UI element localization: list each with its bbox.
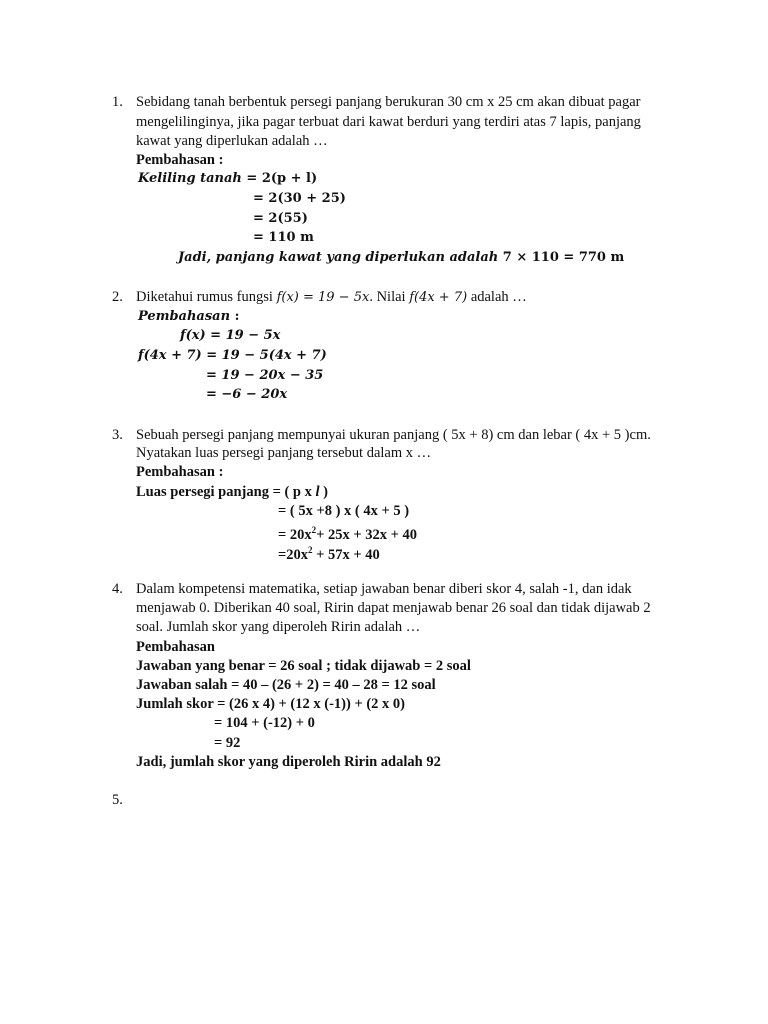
q3-step-2-a: = 20x xyxy=(278,526,312,543)
q4-line-1: Jawaban yang benar = 26 soal ; tidak dijawab = 2 soal xyxy=(136,658,471,674)
q1-text-line-3: kawat yang diperlukan adalah … xyxy=(136,133,328,149)
q1-pembahasan: Pembahasan : xyxy=(136,152,224,168)
q4-pembahasan: Pembahasan xyxy=(136,639,215,655)
q3-step-3 xyxy=(278,541,380,564)
q4-line-4: = 104 + (-12) + 0 xyxy=(214,715,315,731)
q3-luas-label: Luas persegi panjang = ( p x xyxy=(136,484,316,500)
q1-step-3: = 2(55) xyxy=(253,211,308,226)
q3-text-line-2: Nyatakan luas persegi panjang tersebut dalam x … xyxy=(136,445,432,461)
q2-f4x: f(4x + 7) xyxy=(409,290,468,305)
q2-mid: . Nilai xyxy=(369,289,410,305)
q3-number: 3. xyxy=(112,427,123,443)
q2-step-1: f(x) = 19 − 5x xyxy=(180,328,281,343)
q3-text-line-1: Sebuah persegi panjang mempunyai ukuran panjang ( 5x + 8) cm dan lebar ( 4x + 5 )cm. xyxy=(136,427,651,443)
q5-number: 5. xyxy=(112,792,123,808)
q3-step-3-sup: 2 xyxy=(308,545,313,555)
q3-step-2-b: + 25x + 32x + 40 xyxy=(316,526,418,543)
q4-line-5: = 92 xyxy=(214,735,241,751)
q3-step-1: = ( 5x +8 ) x ( 4x + 5 ) xyxy=(278,503,410,519)
q1-conclusion-eq: 7 × 110 = 770 m xyxy=(498,250,625,265)
q2-pembahasan-colon: : xyxy=(230,309,240,324)
q1-keliling-eq: = 2(p + l) xyxy=(241,171,318,186)
q2-number: 2. xyxy=(112,289,123,305)
q4-text-line-1: Dalam kompetensi matematika, setiap jawaban benar diberi skor 4, salah -1, dan idak xyxy=(136,581,632,597)
q2-pembahasan-label: Pembahasan xyxy=(138,309,231,324)
q1-text-line-2: mengelilinginya, jika pagar terbuat dari kawat berduri yang terdiri atas 7 lapis, panjang xyxy=(136,114,641,130)
q2-step-4: = −6 − 20x xyxy=(206,387,288,402)
q2-end: adalah … xyxy=(467,289,527,305)
q4-text-line-2: menjawab 0. Diberikan 40 soal, Ririn dapat menjawab benar 26 soal dan tidak dijawab 2 xyxy=(136,600,651,616)
q2-intro: Diketahui rumus fungsi xyxy=(136,289,277,305)
q4-line-3: Jumlah skor = (26 x 4) + (12 x (-1)) + (2 x 0) xyxy=(136,696,405,712)
q3-step-3-b: + 57x + 40 xyxy=(312,546,380,563)
q4-conclusion: Jadi, jumlah skor yang diperoleh Ririn adalah 92 xyxy=(136,754,441,770)
q3-luas-close: ) xyxy=(319,484,328,500)
q1-keliling-line xyxy=(138,170,317,188)
q1-step-2: = 2(30 + 25) xyxy=(253,191,346,206)
q2-text xyxy=(136,288,527,307)
q4-number: 4. xyxy=(112,581,123,597)
q2-pembahasan xyxy=(138,308,239,326)
q1-number: 1. xyxy=(112,94,123,110)
q1-conclusion xyxy=(178,249,624,267)
q1-step-4: = 110 m xyxy=(253,230,314,245)
q1-text-line-1: Sebidang tanah berbentuk persegi panjang berukuran 30 cm x 25 cm akan dibuat pagar xyxy=(136,94,641,110)
q2-fx: f(x) = 19 − 5x xyxy=(276,290,370,305)
q2-step-3: = 19 − 20x − 35 xyxy=(206,368,324,383)
q2-step-2: f(4x + 7) = 19 − 5(4x + 7) xyxy=(138,348,327,363)
q3-pembahasan: Pembahasan : xyxy=(136,464,224,480)
q3-step-2-sup: 2 xyxy=(311,525,317,535)
q4-line-2: Jawaban salah = 40 – (26 + 2) = 40 – 28 = 12 soal xyxy=(136,677,436,693)
q3-step-3-a: =20x xyxy=(278,546,309,563)
q1-keliling-label: Keliling tanah xyxy=(138,171,242,186)
q3-luas-line xyxy=(136,483,328,501)
q3-luas-l: l xyxy=(315,484,320,500)
q4-text-line-3: soal. Jumlah skor yang diperoleh Ririn adalah … xyxy=(136,619,421,635)
q1-conclusion-label: Jadi, panjang kawat yang diperlukan adalah xyxy=(178,250,499,265)
